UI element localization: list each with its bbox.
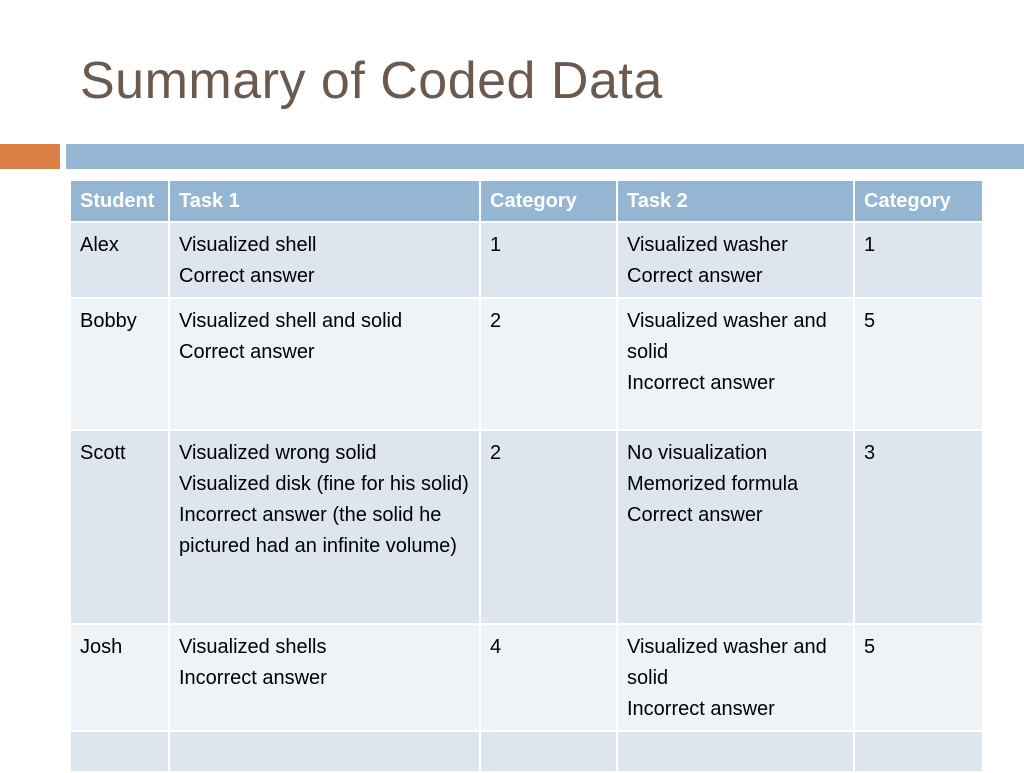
task1-line: Incorrect answer (the solid he pictured had an infinite volume): [179, 504, 457, 557]
slide-title: Summary of Coded Data: [80, 52, 663, 110]
task2-cell: [617, 624, 854, 731]
category1-cell: 2: [480, 298, 617, 430]
task1-line: Visualized shells: [179, 636, 327, 658]
header-category-1: Category: [480, 180, 617, 222]
table-row: [70, 624, 983, 731]
task1-cell: [169, 624, 480, 731]
task1-line: Visualized disk (fine for his solid): [179, 473, 469, 495]
empty-cell: [617, 731, 854, 772]
student-cell: Josh: [70, 624, 169, 731]
task2-line: Visualized washer and solid: [627, 636, 827, 689]
task2-cell: [617, 430, 854, 624]
student-cell: Alex: [70, 222, 169, 298]
task1-cell: [169, 222, 480, 298]
task2-cell: [617, 222, 854, 298]
student-cell: Bobby: [70, 298, 169, 430]
category1-cell: 1: [480, 222, 617, 298]
task2-line: Visualized washer: [627, 234, 788, 256]
empty-cell: [70, 731, 169, 772]
title-underline-bar: [66, 144, 1024, 169]
empty-cell: [854, 731, 983, 772]
header-task-1: Task 1: [169, 180, 480, 222]
category2-cell: 3: [854, 430, 983, 624]
header-task-2: Task 2: [617, 180, 854, 222]
table-row: [70, 430, 983, 624]
empty-cell: [480, 731, 617, 772]
category2-cell: 5: [854, 624, 983, 731]
task2-line: Visualized washer and solid: [627, 310, 827, 363]
table-row: [70, 222, 983, 298]
task1-line: Visualized shell: [179, 234, 317, 256]
category2-cell: 1: [854, 222, 983, 298]
header-student: Student: [70, 180, 169, 222]
task1-line: Visualized shell and solid: [179, 310, 403, 332]
header-category-2: Category: [854, 180, 983, 222]
task1-line: Correct answer: [179, 341, 315, 363]
task2-line: Correct answer: [627, 265, 763, 287]
task2-line: Incorrect answer: [627, 372, 775, 394]
task1-line: Correct answer: [179, 265, 315, 287]
task2-cell: [617, 298, 854, 430]
task2-line: Correct answer: [627, 504, 763, 526]
student-cell: Scott: [70, 430, 169, 624]
task1-cell: [169, 298, 480, 430]
task2-line: Memorized formula: [627, 473, 799, 495]
task2-line: No visualization: [627, 442, 768, 464]
task1-cell: [169, 430, 480, 624]
category1-cell: 4: [480, 624, 617, 731]
category1-cell: 2: [480, 430, 617, 624]
category2-cell: 5: [854, 298, 983, 430]
table-row-empty: [70, 731, 983, 772]
empty-cell: [169, 731, 480, 772]
table-header-row: [70, 180, 983, 222]
task2-line: Incorrect answer: [627, 698, 775, 720]
task1-line: Visualized wrong solid: [179, 442, 377, 464]
accent-bar: [0, 144, 60, 169]
coded-data-table: [69, 179, 984, 773]
table-row: [70, 298, 983, 430]
task1-line: Incorrect answer: [179, 667, 327, 689]
